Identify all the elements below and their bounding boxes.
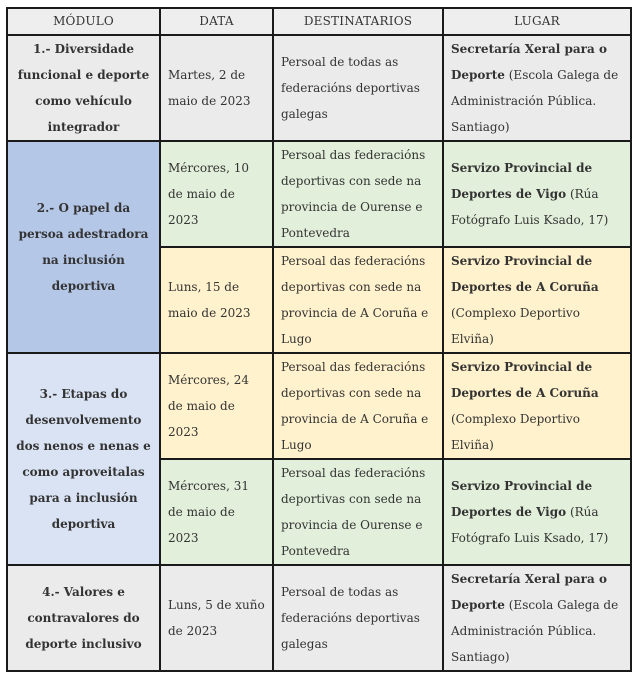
date-cell: Mércores, 10 de maio de 2023 bbox=[160, 141, 273, 247]
date-cell: Luns, 5 de xuño de 2023 bbox=[160, 565, 273, 671]
module-cell: 4.- Valores e contravalores do deporte inclusivo bbox=[7, 565, 160, 671]
date-cell: Martes, 2 de maio de 2023 bbox=[160, 35, 273, 141]
table-row bbox=[7, 353, 631, 459]
date-cell: Mércores, 24 de maio de 2023 bbox=[160, 353, 273, 459]
place-name: Secretaría Xeral para o Deporte bbox=[451, 572, 607, 612]
place-cell bbox=[443, 459, 631, 565]
table-row bbox=[7, 35, 631, 141]
audience-cell: Persoal de todas as federacións deportivas galegas bbox=[273, 35, 443, 141]
place-detail: (Complexo Deportivo Elviña) bbox=[451, 412, 580, 452]
place-detail: (Complexo Deportivo Elviña) bbox=[451, 306, 580, 346]
module-cell: 2.- O papel da persoa adestradora na inclusión deportiva bbox=[7, 141, 160, 353]
place-name: Secretaría Xeral para o Deporte bbox=[451, 42, 607, 82]
audience-cell: Persoal das federacións deportivas con sede na provincia de Ourense e Pontevedra bbox=[273, 459, 443, 565]
date-cell: Luns, 15 de maio de 2023 bbox=[160, 247, 273, 353]
place-detail: (Rúa Fotógrafo Luis Ksado, 17) bbox=[451, 505, 609, 545]
place-cell bbox=[443, 247, 631, 353]
header-audience: DESTINATARIOS bbox=[273, 8, 443, 35]
audience-cell: Persoal das federacións deportivas con sede na provincia de Ourense e Pontevedra bbox=[273, 141, 443, 247]
schedule-table bbox=[6, 7, 632, 672]
audience-cell: Persoal das federacións deportivas con sede na provincia de A Coruña e Lugo bbox=[273, 247, 443, 353]
date-cell: Mércores, 31 de maio de 2023 bbox=[160, 459, 273, 565]
module-cell: 1.- Diversidade funcional e deporte como vehículo integrador bbox=[7, 35, 160, 141]
place-cell bbox=[443, 35, 631, 141]
place-detail: (Escola Galega de Administración Pública. Santiago) bbox=[451, 68, 619, 134]
header-date: DATA bbox=[160, 8, 273, 35]
audience-cell: Persoal de todas as federacións deportivas galegas bbox=[273, 565, 443, 671]
place-name: Servizo Provincial de Deportes de A Coruña bbox=[451, 254, 599, 294]
place-detail: (Rúa Fotógrafo Luis Ksado, 17) bbox=[451, 187, 609, 227]
header-row bbox=[7, 8, 631, 35]
table-row bbox=[7, 141, 631, 247]
header-place: LUGAR bbox=[443, 8, 631, 35]
place-detail: (Escola Galega de Administración Pública. Santiago) bbox=[451, 598, 619, 664]
table-row bbox=[7, 565, 631, 671]
module-cell: 3.- Etapas do desenvolvemento dos nenos e nenas e como aproveitalas para a inclusión deportiva bbox=[7, 353, 160, 565]
place-cell bbox=[443, 565, 631, 671]
place-cell bbox=[443, 353, 631, 459]
place-name: Servizo Provincial de Deportes de Vigo bbox=[451, 479, 593, 519]
place-name: Servizo Provincial de Deportes de Vigo bbox=[451, 161, 593, 201]
place-cell bbox=[443, 141, 631, 247]
header-module: MÓDULO bbox=[7, 8, 160, 35]
place-name: Servizo Provincial de Deportes de A Coruña bbox=[451, 360, 599, 400]
audience-cell: Persoal das federacións deportivas con sede na provincia de A Coruña e Lugo bbox=[273, 353, 443, 459]
